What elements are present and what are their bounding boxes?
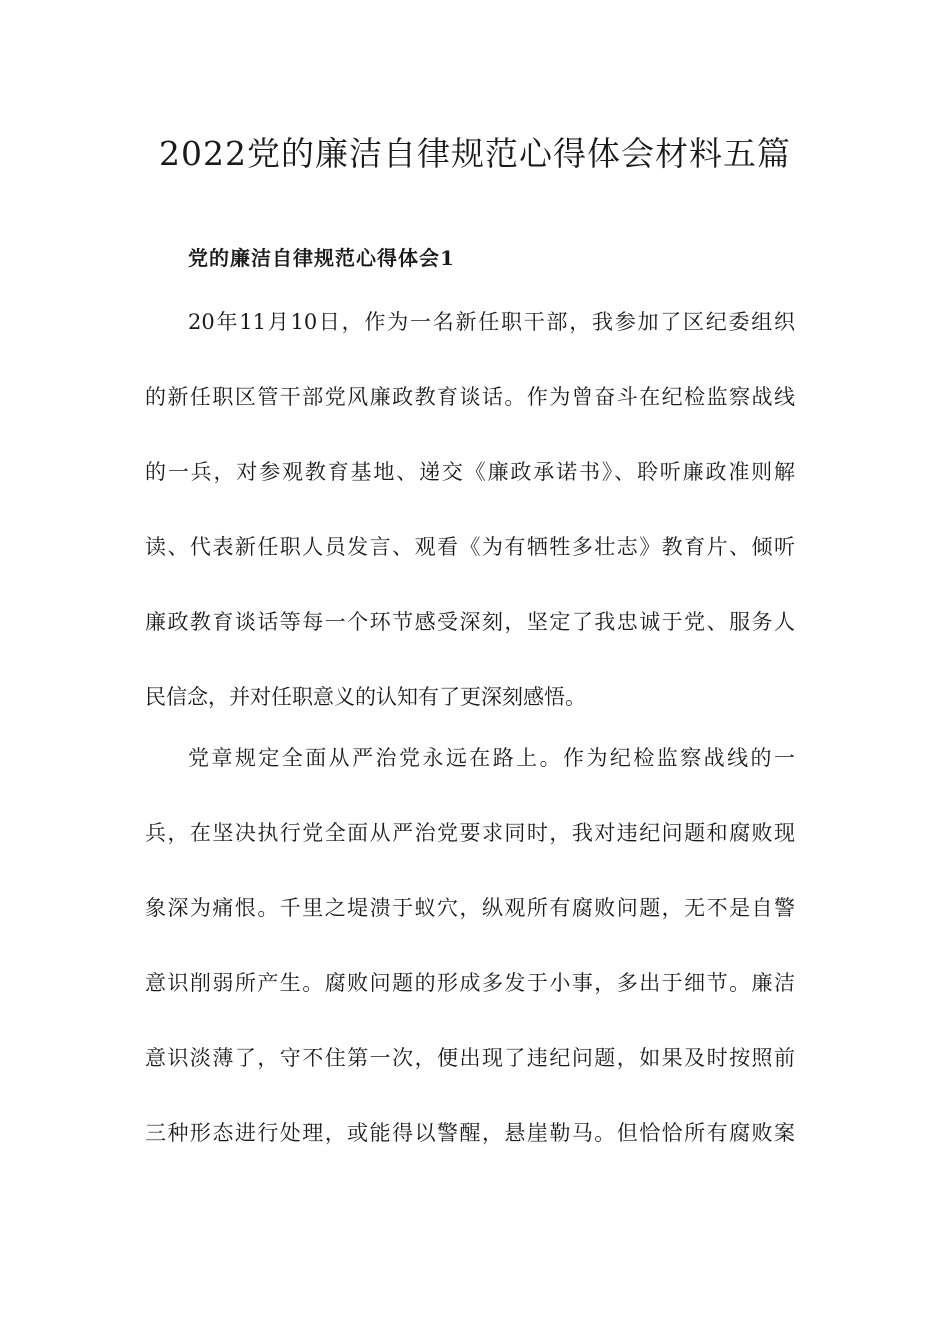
document-title: 2022党的廉洁自律规范心得体会材料五篇 (159, 134, 791, 173)
paragraph-line: 党章规定全面从严治党永远在路上。作为纪检监察战线的一 (188, 746, 795, 770)
paragraph-line: 廉政教育谈话等每一个环节感受深刻，坚定了我忠诚于党、服务人 (145, 610, 795, 634)
paragraph-line: 民信念，并对任职意义的认知有了更深刻感悟。 (145, 685, 586, 709)
section-heading: 党的廉洁自律规范心得体会1 (188, 246, 455, 270)
paragraph-line: 兵，在坚决执行党全面从严治党要求同时，我对违纪问题和腐败现 (145, 821, 795, 845)
paragraph-line: 读、代表新任职人员发言、观看《为有牺牲多壮志》教育片、倾听 (145, 535, 795, 559)
paragraph-line: 意识削弱所产生。腐败问题的形成多发于小事，多出于细节。廉洁 (145, 971, 795, 995)
paragraph-line: 20年11月10日，作为一名新任职干部，我参加了区纪委组织 (188, 310, 795, 334)
paragraph-line: 象深为痛恨。千里之堤溃于蚁穴，纵观所有腐败问题，无不是自警 (145, 896, 795, 920)
paragraph-line: 的新任职区管干部党风廉政教育谈话。作为曾奋斗在纪检监察战线 (145, 385, 795, 409)
paragraph-line: 意识淡薄了，守不住第一次，便出现了违纪问题，如果及时按照前 (145, 1046, 795, 1070)
paragraph-line: 的一兵，对参观教育基地、递交《廉政承诺书》、聆听廉政准则解 (145, 460, 795, 484)
paragraph-line: 三种形态进行处理，或能得以警醒，悬崖勒马。但恰恰所有腐败案 (145, 1121, 795, 1145)
